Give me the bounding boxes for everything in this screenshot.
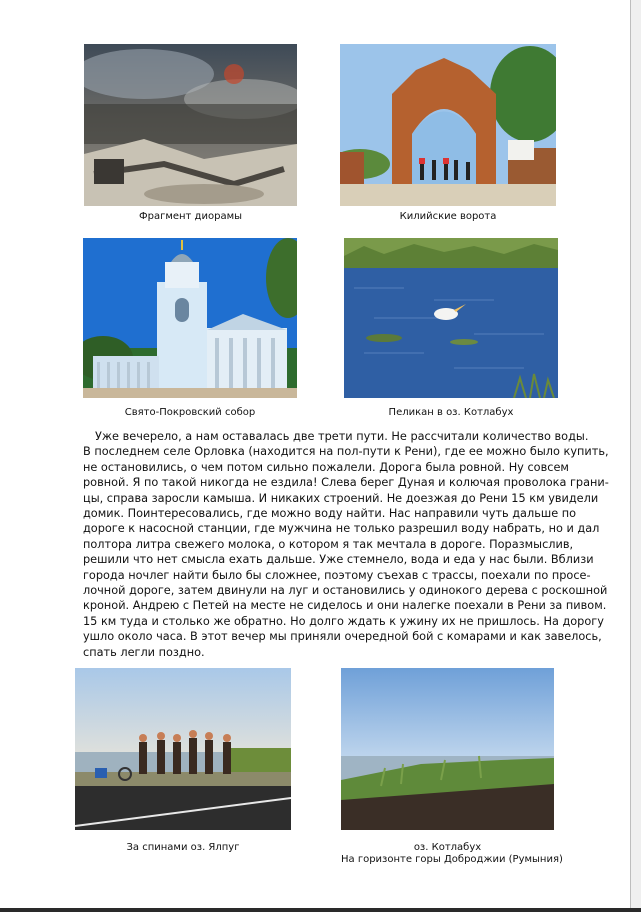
caption-kotlabukh-line2: На горизонте горы Доброджии (Румыния) bbox=[341, 854, 563, 865]
text-line: лочной дороге, затем двинули на луг и остановились у одинокого дерева с роскошной bbox=[83, 584, 608, 598]
text-line: ровной. Я по такой никогда не ездила! Слева берег Дуная и колючая проволока грани- bbox=[83, 476, 609, 490]
photo-diorama-fragment bbox=[84, 44, 297, 206]
text-line: дороге к насосной станции, где мужчина не только разрешил воду набрать, но и дал bbox=[83, 522, 600, 536]
photo-cathedral bbox=[83, 238, 297, 398]
photo-group-yalpug bbox=[75, 668, 291, 830]
caption-pelican: Пеликан в оз. Котлабух bbox=[388, 407, 514, 418]
text-line: полтора литра свежего молока, о котором я так мечтала в дороге. Поразмыслив, bbox=[83, 537, 574, 551]
text-line: цы, справа заросли камыша. И никаких строений. Не доезжая до Рени 15 км увидели bbox=[83, 491, 599, 505]
photo-lake-kotlabukh bbox=[341, 668, 554, 830]
caption-kiliya-gates: Килийские ворота bbox=[399, 211, 497, 222]
text-line: домик. Поинтересовались, где можно воду найти. Нас направили чуть дальше по bbox=[83, 507, 577, 521]
text-line: решили что нет смысла ехать дальше. Уже стемнело, вода и еда у нас были. Вблизи bbox=[83, 553, 594, 567]
page-right-shade bbox=[631, 0, 641, 908]
text-line: города ночлег найти было бы сложнее, поэтому съехав с трассы, поехали по просе- bbox=[83, 568, 591, 582]
text-line: спать легли поздно. bbox=[83, 645, 205, 659]
text-line: В последнем селе Орловка (находится на пол-пути к Рени), где ее можно было купить, bbox=[83, 445, 609, 459]
caption-diorama: Фрагмент диорамы bbox=[138, 211, 243, 222]
text-line: 15 км туда и столько же обратно. Но долго ждать к ужину их не пришлось. На дорогу bbox=[83, 614, 604, 628]
photo-pelican bbox=[344, 238, 558, 398]
text-line: ушло около часа. В этот вечер мы приняли очередной бой с комарами и как завелось, bbox=[83, 630, 602, 644]
photo-kiliya-gates bbox=[340, 44, 556, 206]
caption-yalpug: За спинами оз. Ялпуг bbox=[126, 842, 240, 853]
caption-kotlabukh-line1: оз. Котлабух bbox=[413, 842, 482, 853]
caption-cathedral: Свято-Покровский собор bbox=[124, 407, 256, 418]
story-paragraph bbox=[83, 429, 609, 660]
text-line: не остановились, о чем потом сильно пожалели. Дорога была ровной. Ну совсем bbox=[83, 460, 569, 474]
text-line: кроной. Андрею с Петей на месте не сиделось и они налегке поехали в Рени за пивом. bbox=[83, 599, 607, 613]
bottom-edge-bar bbox=[0, 908, 641, 912]
text-line: Уже вечерело, а нам оставалась две трети пути. Не рассчитали количество воды. bbox=[95, 430, 589, 443]
